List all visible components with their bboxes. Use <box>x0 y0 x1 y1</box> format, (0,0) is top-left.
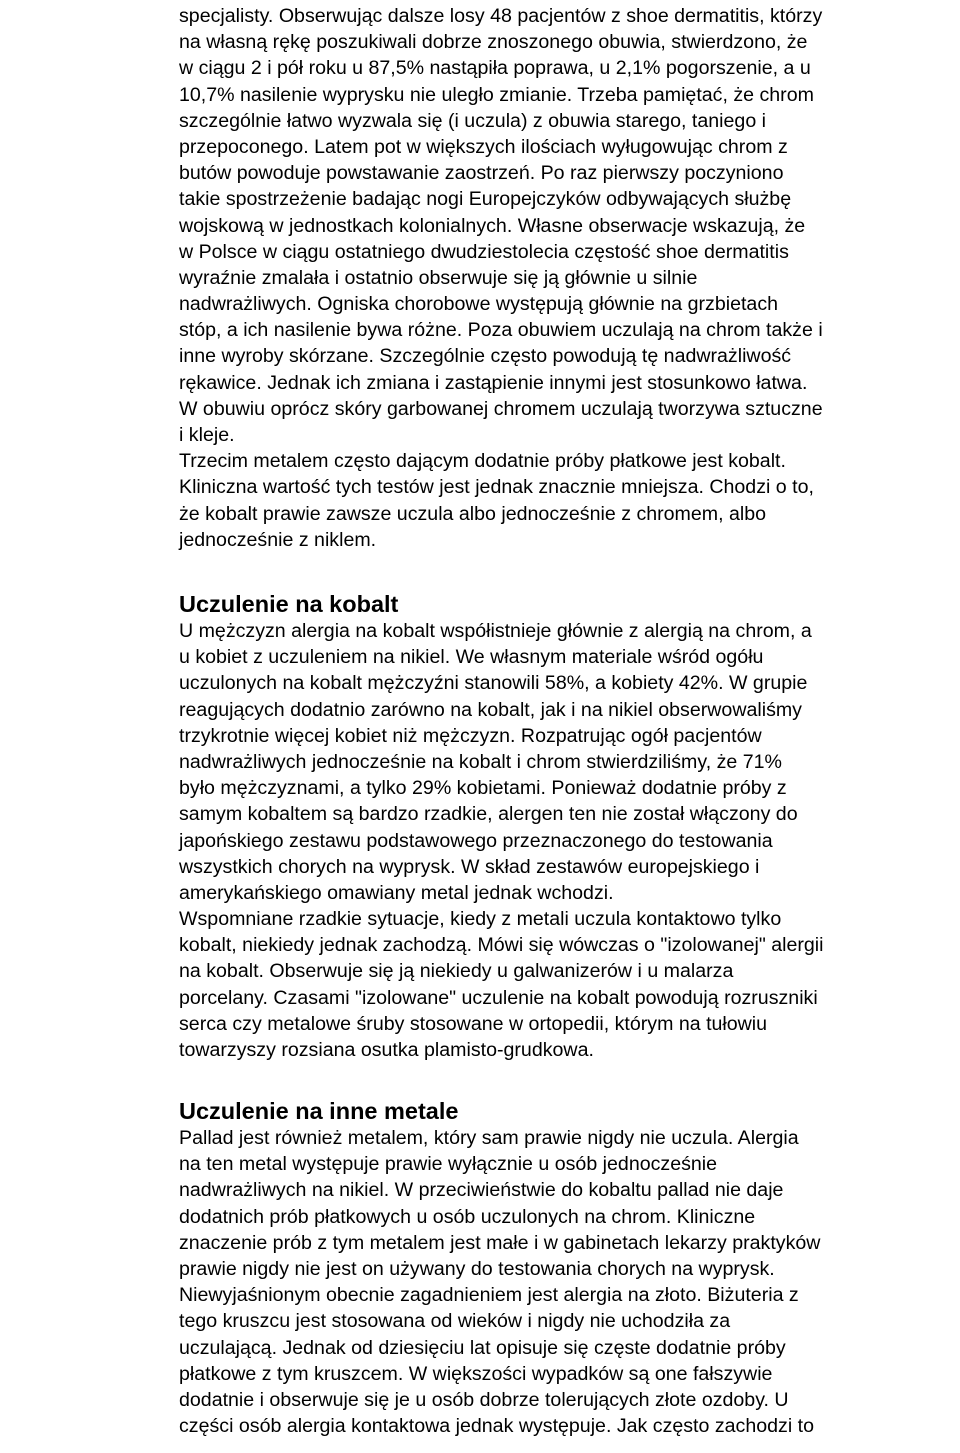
other-metals-paragraph <box>179 1125 820 1439</box>
text-line: samym kobaltem są bardzo rzadkie, alergen ten nie został włączony do <box>179 803 798 826</box>
text-line: Niewyjaśnionym obecnie zagadnieniem jest alergia na złoto. Biżuteria z <box>179 1284 799 1307</box>
text-line: W obuwiu oprócz skóry garbowanej chromem uczulają tworzywa sztuczne <box>179 397 823 420</box>
text-line: specjalisty. Obserwując dalsze losy 48 pacjentów z shoe dermatitis, którzy <box>179 5 823 27</box>
text-line: u kobiet z uczuleniem na nikiel. We własnym materiale wśród ogółu <box>179 646 764 669</box>
text-line: i kleje. <box>179 424 235 446</box>
text-line: trzykrotnie więcej kobiet niż mężczyzn. Rozpatrując ogół pacjentów <box>179 724 762 747</box>
text-line: na ten metal występuje prawie wyłącznie u osób jednocześnie <box>179 1153 718 1176</box>
text-line: na kobalt. Obserwuje się ją niekiedy u galwanizerów i u malarza <box>179 960 734 983</box>
text-line: reagujących dodatnio zarówno na kobalt, jak i na nikiel obserwowaliśmy <box>179 698 802 721</box>
text-line: w Polsce w ciągu ostatniego dwudziestolecia częstość shoe dermatitis <box>179 240 789 263</box>
text-line: inne wyroby skórzane. Szczególnie często powodują tę nadwrażliwość <box>179 345 792 368</box>
text-line: tego kruszcu jest stosowana od wieków i nigdy nie uchodziła za <box>179 1310 731 1333</box>
text-line: butów powoduje powstawanie zaostrzeń. Po raz pierwszy poczyniono <box>179 162 784 185</box>
text-line: Trzecim metalem często dającym dodatnie próby płatkowe jest kobalt. <box>179 450 786 473</box>
text-line: nadwrażliwych. Ogniska chorobowe występują głównie na grzbietach <box>179 293 779 316</box>
section-heading-other-metals: Uczulenie na inne metale <box>179 1098 459 1124</box>
intro-paragraph <box>179 3 823 553</box>
text-line: japońskiego zestawu podstawowego przeznaczonego do testowania <box>179 829 773 852</box>
text-line: dodatnie i obserwuje się je u osób dobrze tolerujących złote ozdoby. U <box>179 1388 789 1411</box>
text-line: towarzyszy rozsiana osutka plamisto-grudkowa. <box>179 1039 594 1061</box>
text-line: nadwrażliwych jednocześnie na kobalt i chrom stwierdziliśmy, że 71% <box>179 750 782 773</box>
text-line: 10,7% nasilenie wyprysku nie uległo zmianie. Trzeba pamiętać, że chrom <box>179 83 814 106</box>
text-line: znaczenie prób z tym metalem jest małe i w gabinetach lekarzy praktyków <box>179 1231 821 1254</box>
text-line: że kobalt prawie zawsze uczula albo jednocześnie z chromem, albo <box>179 502 767 525</box>
text-line: szczególnie łatwo wyzwala się (i uczula) z obuwia starego, taniego i <box>179 109 767 132</box>
text-line: Wspomniane rzadkie sytuacje, kiedy z metali uczula kontaktowo tylko <box>179 908 782 931</box>
text-line: wszystkich chorych na wyprysk. W skład zestawów europejskiego i <box>179 855 760 878</box>
text-line: jednocześnie z niklem. <box>179 528 377 551</box>
text-line: na własną rękę poszukiwali dobrze znoszonego obuwia, stwierdzono, że <box>179 31 808 54</box>
text-line: amerykańskiego omawiany metal jednak wchodzi. <box>179 881 614 904</box>
section-heading-cobalt: Uczulenie na kobalt <box>179 591 399 617</box>
text-line: kobalt, niekiedy jednak zachodzą. Mówi się wówczas o "izolowanej" alergii <box>179 934 824 957</box>
text-line: dodatnich prób płatkowych u osób uczulonych na chrom. Kliniczne <box>179 1205 756 1228</box>
text-line: takie spostrzeżenie badając nogi Europejczyków odbywających służbę <box>179 188 792 211</box>
text-line: rękawice. Jednak ich zmiana i zastąpienie innymi jest stosunkowo łatwa. <box>179 371 808 394</box>
text-line: U mężczyzn alergia na kobalt współistnieje głównie z alergią na chrom, a <box>179 620 812 642</box>
text-line: wojskową w jednostkach kolonialnych. Własne obserwacje wskazują, że <box>179 214 806 237</box>
text-line: porcelany. Czasami "izolowane" uczulenie na kobalt powodują rozruszniki <box>179 986 818 1009</box>
text-line: serca czy metalowe śruby stosowane w ortopedii, którym na tułowiu <box>179 1012 768 1035</box>
text-line: uczulającą. Jednak od dziesięciu lat opisuje się częste dodatnie próby <box>179 1336 786 1359</box>
text-line: części osób alergia kontaktowa jednak występuje. Jak często zachodzi to <box>179 1415 814 1438</box>
text-line: Kliniczna wartość tych testów jest jednak znacznie mniejsza. Chodzi o to, <box>179 476 814 499</box>
text-line: nadwrażliwych na nikiel. W przeciwieństwie do kobaltu pallad nie daje <box>179 1179 784 1202</box>
text-line: przepoconego. Latem pot w większych ilościach wyługowując chrom z <box>179 135 788 158</box>
text-line: było mężczyznami, a tylko 29% kobietami. Ponieważ dodatnie próby z <box>179 777 787 800</box>
text-line: płatkowe z tym kruszcem. W większości wypadków są one fałszywie <box>179 1362 773 1385</box>
text-line: uczulonych na kobalt mężczyźni stanowili 58%, a kobiety 42%. W grupie <box>179 672 808 695</box>
text-line: Pallad jest również metalem, który sam prawie nigdy nie uczula. Alergia <box>179 1127 799 1149</box>
text-line: prawie nigdy nie jest on używany do testowania chorych na wyprysk. <box>179 1257 775 1280</box>
text-line: w ciągu 2 i pół roku u 87,5% nastąpiła poprawa, u 2,1% pogorszenie, a u <box>179 57 811 80</box>
text-line: wyraźnie zmalała i ostatnio obserwuje się ją głównie u silnie <box>179 266 698 289</box>
text-line: stóp, a ich nasilenie bywa różne. Poza obuwiem uczulają na chrom także i <box>179 319 823 342</box>
cobalt-paragraph <box>179 618 824 1063</box>
